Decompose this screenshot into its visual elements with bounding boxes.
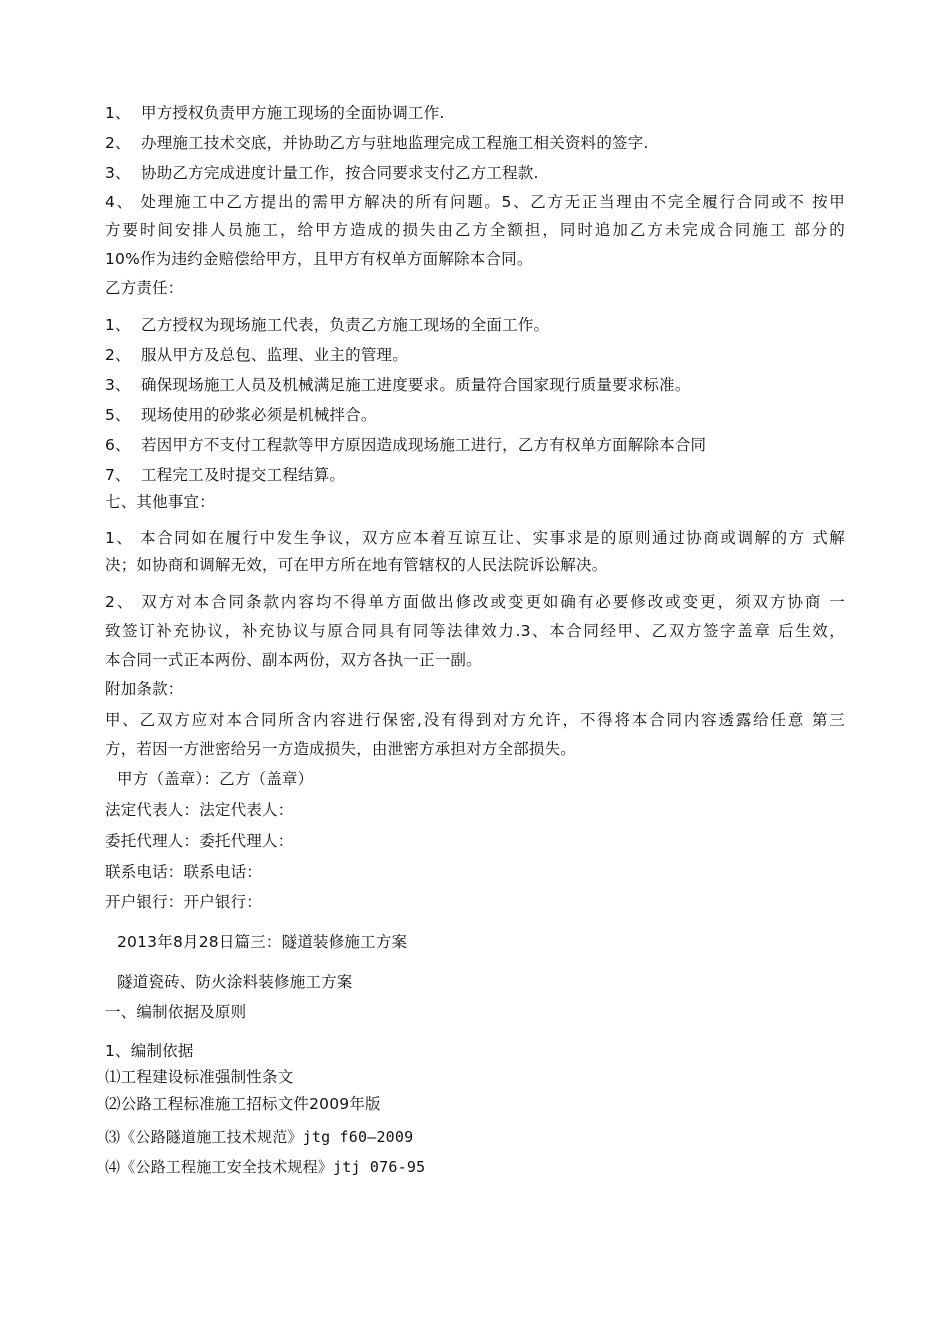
party-a-duty-1: 1、 甲方授权负责甲方施工现场的全面协调工作.: [105, 104, 445, 122]
additional-terms-line1: 甲、乙双方应对本合同所含内容进行保密,没有得到对方允许，不得将本合同内容透露给任意 第三: [105, 711, 845, 729]
party-b-heading: 乙方责任：: [105, 279, 184, 297]
party-b-duty-5: 5、 现场使用的砂浆必须是机械拌合。: [105, 406, 377, 424]
other-matter-1-line2: 决；如协商和调解无效，可在甲方所在地有管辖权的人民法院诉讼解决。: [105, 556, 608, 574]
additional-terms-line2: 方，若因一方泄密给另一方造成损失，由泄密方承担对方全部损失。: [105, 740, 577, 758]
seal-line: 甲方（盖章）：乙方（盖章）: [117, 770, 314, 788]
other-matters-heading: 七、其他事宜：: [105, 493, 215, 511]
phone-line: 联系电话：联系电话：: [105, 863, 263, 881]
other-matter-2-line3: 本合同一式正本两份、副本两份，双方各执一正一副。: [105, 651, 482, 669]
date-and-section-title: 2013年8月28日篇三：隧道装修施工方案: [117, 933, 408, 951]
other-matter-2-line1: 2、 双方对本合同条款内容均不得单方面做出修改或变更如确有必要修改或变更，须双方协商 一: [105, 593, 845, 611]
bank-line: 开户银行：开户银行：: [105, 893, 263, 911]
party-b-duty-2: 2、 服从甲方及总包、监理、业主的管理。: [105, 346, 408, 364]
party-b-duty-1: 1、 乙方授权为现场施工代表，负责乙方施工现场的全面工作。: [105, 316, 550, 334]
basis-item-3: ⑶《公路隧道施工技术规范》jtg f60—2009: [105, 1128, 414, 1146]
party-a-duty-4-line1: 4、 处理施工中乙方提出的需甲方解决的所有问题。5、乙方无正当理由不完全履行合同或不 按甲: [105, 193, 845, 211]
party-b-duty-3: 3、 确保现场施工人员及机械满足施工进度要求。质量符合国家现行质量要求标准。: [105, 376, 691, 394]
section-heading-basis: 一、编制依据及原则: [105, 1003, 247, 1021]
party-a-duty-2: 2、 办理施工技术交底，并协助乙方与驻地监理完成工程施工相关资料的签字.: [105, 134, 649, 152]
basis-item-2: ⑵公路工程标准施工招标文件2009年版: [105, 1095, 381, 1113]
party-b-duty-6: 6、 若因甲方不支付工程款等甲方原因造成现场施工进行，乙方有权单方面解除本合同: [105, 436, 707, 454]
party-a-duty-4-line3: 10%作为违约金赔偿给甲方，且甲方有权单方面解除本合同。: [105, 250, 533, 268]
plan-title: 隧道瓷砖、防火涂料装修施工方案: [117, 973, 353, 991]
subsection-basis: 1、编制依据: [105, 1042, 194, 1060]
legal-rep-line: 法定代表人：法定代表人：: [105, 801, 294, 819]
other-matter-2-line2: 致签订补充协议，补充协议与原合同具有同等法律效力.3、本合同经甲、乙双方签字盖章 后生效，: [105, 622, 845, 640]
basis-item-1: ⑴工程建设标准强制性条文: [105, 1068, 294, 1086]
additional-terms-heading: 附加条款：: [105, 680, 184, 698]
agent-line: 委托代理人：委托代理人：: [105, 832, 294, 850]
party-a-duty-4-line2: 方要时间安排人员施工，给甲方造成的损失由乙方全额担，同时追加乙方未完成合同施工 部分的: [105, 221, 845, 239]
basis-item-4: ⑷《公路工程施工安全技术规程》jtj 076-95: [105, 1158, 426, 1176]
party-b-duty-7: 7、 工程完工及时提交工程结算。: [105, 466, 346, 484]
other-matter-1-line1: 1、 本合同如在履行中发生争议，双方应本着互谅互让、实事求是的原则通过协商或调解的方 式解: [105, 529, 845, 547]
party-a-duty-3: 3、 协助乙方完成进度计量工作，按合同要求支付乙方工程款.: [105, 164, 539, 182]
